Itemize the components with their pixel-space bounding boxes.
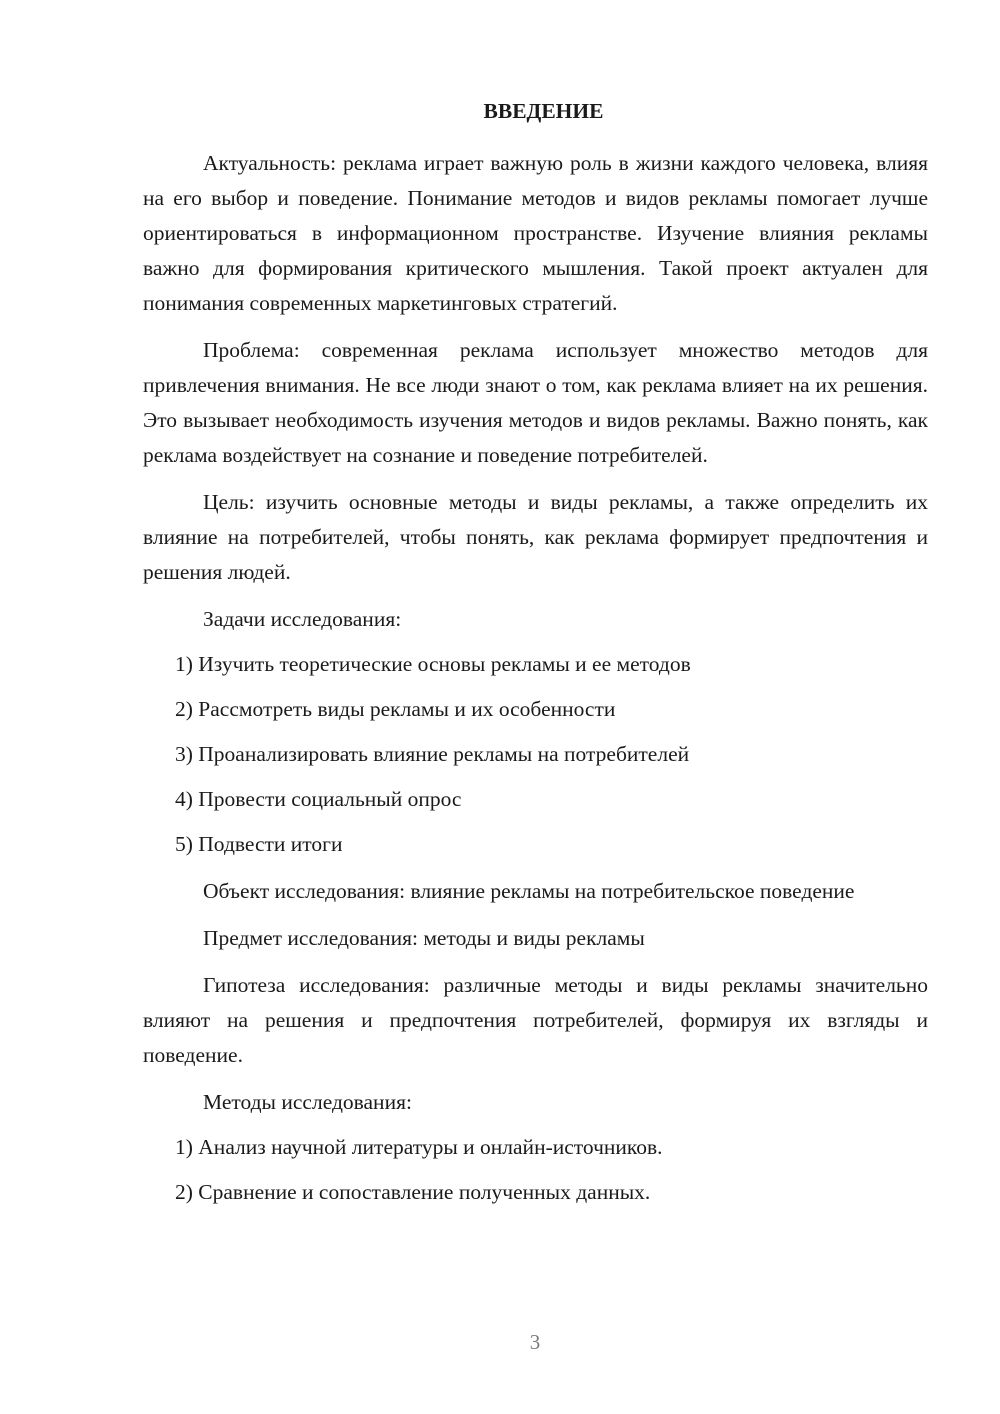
tasks-heading: Задачи исследования: (203, 607, 402, 631)
method-item: 1) Анализ научной литературы и онлайн-источников. (175, 1135, 663, 1159)
methods-heading: Методы исследования: (203, 1090, 412, 1114)
page-number: 3 (529, 1330, 541, 1354)
page-title: ВВЕДЕНИЕ (483, 99, 604, 123)
task-item: 1) Изучить теоретические основы рекламы и ее методов (175, 652, 691, 676)
task-item: 5) Подвести итоги (175, 832, 343, 856)
relevance-paragraph: Актуальность: реклама играет важную роль в жизни каждого человека, влияя на его выбор и поведение. Понимание методов и видов рекламы помогает лучше ориентироваться в информационном пространстве. Изучение влияния рекламы важно для формирования критического мышления. Такой проект актуален для понимания современных маркетинговых стратегий. (143, 151, 928, 315)
problem-paragraph: Проблема: современная реклама использует множество методов для привлечения внимания. Не все люди знают о том, как реклама влияет на их решения. Это вызывает необходимость изучения методов и видов рекламы. Важно понять, как реклама воздействует на сознание и поведение потребителей. (143, 338, 928, 467)
task-item: 4) Провести социальный опрос (175, 787, 462, 811)
hypothesis-paragraph: Гипотеза исследования: различные методы и виды рекламы значительно влияют на решения и предпочтения потребителей, формируя их взгляды и поведение. (143, 973, 928, 1067)
object-paragraph: Объект исследования: влияние рекламы на потребительское поведение (203, 879, 855, 903)
task-item: 3) Проанализировать влияние рекламы на потребителей (175, 742, 690, 766)
method-item: 2) Сравнение и сопоставление полученных данных. (175, 1180, 651, 1204)
goal-paragraph: Цель: изучить основные методы и виды рекламы, а также определить их влияние на потребителей, чтобы понять, как реклама формирует предпочтения и решения людей. (143, 490, 928, 584)
task-item: 2) Рассмотреть виды рекламы и их особенности (175, 697, 616, 721)
document-page (143, 96, 928, 1210)
subject-paragraph: Предмет исследования: методы и виды рекламы (203, 926, 645, 950)
